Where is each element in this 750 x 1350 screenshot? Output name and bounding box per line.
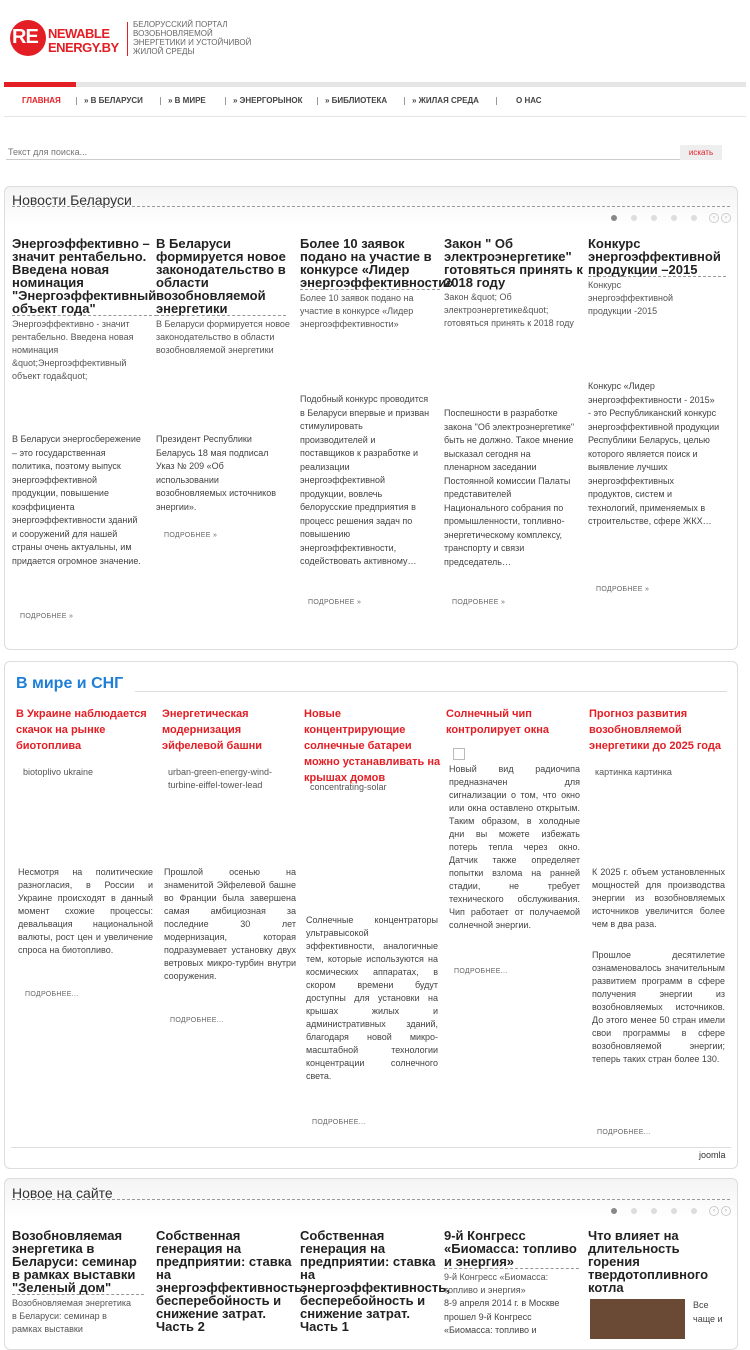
news-text: Поспешности в разработке закона "Об электроэнергетике" быть не должно. Такое мнение высказал сегодня на пленарном заседании Постоянной комиссии Палаты представителей Национального собрания по промышленности, топливно-энергетическому комплексу, транспорту и связи председатель… (444, 408, 575, 567)
news-image: 9-й Конгресс «Биомасса: топливо и энергия» (444, 1272, 549, 1295)
nav-separator (404, 97, 405, 105)
read-more-link[interactable]: ПОДРОБНЕЕ... (25, 991, 79, 998)
news-title[interactable]: Собственная генерация на предприятии: ставка на энергоэффективность, бесперебойность и снижение затрат. Часть 1 (300, 1228, 450, 1334)
top-bar-accent (4, 82, 76, 87)
new-on-site-title: Новое на сайте (12, 1185, 113, 1201)
belarus-news-box (4, 186, 738, 650)
news-item (156, 237, 301, 357)
nav-separator (317, 97, 318, 105)
world-news-title-link[interactable]: Прогноз развития возобновляемой энергетики до 2025 года (589, 708, 721, 752)
news-text: К 2025 г. объем установленных мощностей для производства энергии из возобновляемых источников увеличится более чем в два раза. (592, 867, 725, 929)
read-more-link[interactable]: ПОДРОБНЕЕ » (164, 532, 218, 539)
logo-line1: NEWABLE (48, 26, 110, 41)
news-text: Новый вид радиочипа предназначен для сигнализации о том, что окно или окна оставлено открытым. Таким образом, в холодные дни вы можете избежать потерь тепла через окно. Датчик также определяет попытки взлома на ранней стадии, не требует технического обслуживания. Чип работает от получаемой солнечной энергии. (449, 764, 580, 930)
news-text: 8-9 апреля 2014 г. в Москве прошел 9-й Конгресс «Биомасса: топливо и (444, 1298, 560, 1335)
news-item (12, 1229, 144, 1336)
read-more-link[interactable]: ПОДРОБНЕЕ » (452, 599, 506, 606)
news-text: В Беларуси энергосбережение – это государственная политика, поэтому выпуск энергоэффективной продукции, повышение коэффициента энергоэффективности зданий и сооружений для нашей страны очень актуальны, им придается огромное значение. (12, 434, 141, 566)
title-underline (12, 1199, 730, 1200)
news-item (300, 236, 454, 331)
read-more-link[interactable]: ПОДРОБНЕЕ... (170, 1017, 224, 1024)
news-image: В Беларуси формируется новое законодательство в области возобновляемой энергетики (156, 319, 290, 355)
pager-dot[interactable] (631, 1208, 637, 1214)
news-text: Солнечные концентраторы ультравысокой эффективности, аналогичные тем, которые используются на космических аппаратах, в скором времени будут доступны для установки на крышах жилых и административных зданий, благодаря новой микро-масштабной технологии концентрации солнечного света. (306, 915, 438, 1081)
pager-dot[interactable] (631, 215, 637, 221)
logo-divider (127, 22, 128, 56)
news-title[interactable]: В Беларуси формируется новое законодательство в области возобновляемой энергетики (156, 236, 286, 316)
news-text: Президент Республики Беларусь 18 мая подписал Указ № 209 «Об использовании возобновляемых источников энергии». (156, 434, 276, 512)
site-tagline: БЕЛОРУССКИЙ ПОРТАЛ ВОЗОБНОВЛЯЕМОЙ ЭНЕРГЕТИКИ И УСТОЙЧИВОЙ ЖИЛОЙ СРЕДЫ (133, 20, 252, 56)
pager-dot[interactable] (671, 1208, 677, 1214)
news-image: Закон &quot; Об электроэнергетике&quot; готовяться принять к 2018 году (444, 292, 574, 328)
nav-separator (496, 97, 497, 105)
pager-dot[interactable] (611, 1208, 617, 1214)
news-item (156, 1228, 306, 1334)
prev-arrow-icon[interactable]: ‹ (709, 213, 719, 223)
news-title[interactable]: Возобновляемая энергетика в Беларуси: семинар в рамках выставки "Зеленый дом" (12, 1229, 144, 1295)
nav-belarus[interactable]: » В БЕЛАРУСИ (84, 96, 143, 105)
nav-world[interactable]: » В МИРЕ (168, 96, 206, 105)
news-image: Более 10 заявок подано на участие в конкурсе «Лидер энергоэффективности» (300, 293, 414, 329)
news-text: Подобный конкурс проводится в Беларуси впервые и призван стимулировать производителей и поставщиков к разработке и реализации энергоэффективной продукции, вовлечь белорусские предприятия в процесс решения задач по повышению энергоэффективности, содействовать активному… (300, 394, 430, 566)
world-news-title-link[interactable]: В Украине наблюдается скачок на рынке биотоплива (16, 708, 147, 752)
box-divider (11, 1147, 731, 1148)
read-more-link[interactable]: ПОДРОБНЕЕ » (308, 599, 362, 606)
top-bar (4, 82, 746, 87)
read-more-link[interactable]: ПОДРОБНЕЕ... (312, 1119, 366, 1126)
read-more-link[interactable]: ПОДРОБНЕЕ... (454, 968, 508, 975)
site-logo[interactable] (10, 20, 120, 60)
news-title[interactable]: Закон " Об электроэнергетике" готовяться принять к 2018 году (444, 236, 583, 290)
nav-energy-market[interactable]: » ЭНЕРГОРЫНОК (233, 96, 303, 105)
news-item (444, 1229, 579, 1338)
world-news-title-link[interactable]: Солнечный чип контролирует окна (446, 708, 549, 736)
news-text: Все чаще и (693, 1300, 723, 1324)
world-news-title-link[interactable]: Энергетическая модернизация эйфелевой башни (162, 708, 263, 752)
nav-living-environment[interactable]: » ЖИЛАЯ СРЕДА (412, 96, 479, 105)
nav-home[interactable]: ГЛАВНАЯ (22, 96, 61, 105)
news-text: Несмотря на политические разногласия, в России и Украине происходят в данный момент схожие процессы: девальвация национальной валюты, рост цен и увеличение спроса на биотопливо. (18, 867, 153, 955)
world-news-title: В мире и СНГ (16, 675, 124, 692)
news-item (12, 237, 157, 383)
news-title[interactable]: Более 10 заявок подано на участие в конкурсе «Лидер энергоэффективности» (300, 236, 454, 290)
boiler-thumbnail (590, 1299, 685, 1339)
main-nav (4, 96, 746, 112)
pager-dot[interactable] (671, 215, 677, 221)
world-news-box (4, 661, 738, 1169)
news-item (588, 237, 726, 318)
news-text: Прошлой осенью на знаменитой Эйфелевой башне во Франции была завершена самая амбициозная за последние 30 лет модернизация, которая подразумевает установку двух ветровых микро-турбин внутри сооружения. (164, 867, 296, 981)
title-underline (12, 206, 730, 207)
pager-dot[interactable] (651, 1208, 657, 1214)
news-item (300, 1228, 450, 1334)
news-text: Прошлое десятилетие ознаменовалось значительным развитием программ в сфере получения энергии из возобновляемых источников. До этого менее 50 стран имели свои программы в сфере возобновляемой энергии; теперь таких стран более 130. (592, 950, 725, 1064)
nav-separator (160, 97, 161, 105)
next-arrow-icon[interactable]: › (721, 1206, 731, 1216)
belarus-news-title: Новости Беларуси (12, 192, 132, 208)
news-title[interactable]: Что влияет на длительность горения твердотопливного котла (588, 1228, 709, 1295)
read-more-link[interactable]: ПОДРОБНЕЕ » (20, 613, 74, 620)
title-underline (135, 691, 727, 692)
logo-re: RE (12, 26, 38, 48)
news-image: Конкурс энергоэффективной продукции -2015 (588, 280, 674, 316)
nav-library[interactable]: » БИБЛИОТЕКА (325, 96, 388, 105)
prev-arrow-icon[interactable]: ‹ (709, 1206, 719, 1216)
pager-dot[interactable] (691, 215, 697, 221)
read-more-link[interactable]: ПОДРОБНЕЕ... (597, 1129, 651, 1136)
broken-image-icon (453, 748, 465, 760)
new-on-site-box (4, 1178, 738, 1350)
read-more-link[interactable]: ПОДРОБНЕЕ » (596, 586, 650, 593)
news-image: concentrating-solar (310, 782, 387, 792)
nav-separator (76, 97, 77, 105)
news-item (444, 237, 589, 330)
news-image: Энергоэффективно - значит рентабельно. Введена новая номинация &quot;Энергоэффективный объект года&quot; (12, 319, 134, 381)
search-input[interactable] (6, 145, 682, 160)
world-news-title-link[interactable]: Новые концентрирующие солнечные батареи можно устанавливать на крышах домов (304, 708, 441, 784)
nav-separator (225, 97, 226, 105)
pager-dot[interactable] (651, 215, 657, 221)
news-item (588, 1229, 726, 1294)
search-button[interactable]: искать (680, 145, 722, 160)
news-image: biotoplivo ukraine (23, 767, 94, 777)
logo-line2: ENERGY.BY (48, 40, 119, 55)
pager-dot[interactable] (691, 1208, 697, 1214)
news-text: Конкурс «Лидер энергоэффективности - 2015» - это Республиканский конкурс энергоэффективной продукции Республики Беларусь, целью которого является поиск и выявление лучших энергоэффективных продуктов, систем и технологий, применяемых в строительстве, сфере ЖКХ… (588, 381, 720, 526)
news-title[interactable]: Энергоэффективно – значит рентабельно. Введена новая номинация "Энергоэффективный объект года" (12, 236, 157, 316)
news-title[interactable]: 9-й Конгресс «Биомасса: топливо и энергия» (444, 1229, 579, 1269)
pager-dot[interactable] (611, 215, 617, 221)
next-arrow-icon[interactable]: › (721, 213, 731, 223)
news-image: Возобновляемая энергетика в Беларуси: семинар в рамках выставки (12, 1298, 131, 1334)
news-title[interactable]: Собственная генерация на предприятии: ставка на энергоэффективность, бесперебойность и снижение затрат. Часть 2 (156, 1228, 306, 1334)
news-image: urban-green-energy-wind-turbine-eiffel-tower-lead (168, 767, 273, 790)
joomla-link[interactable]: joomla (699, 1150, 726, 1160)
news-title[interactable]: Конкурс энергоэффективной продукции –2015 (588, 237, 726, 277)
nav-divider (4, 116, 746, 117)
nav-about[interactable]: О НАС (516, 96, 542, 105)
news-image: картинка картинка (595, 767, 672, 777)
